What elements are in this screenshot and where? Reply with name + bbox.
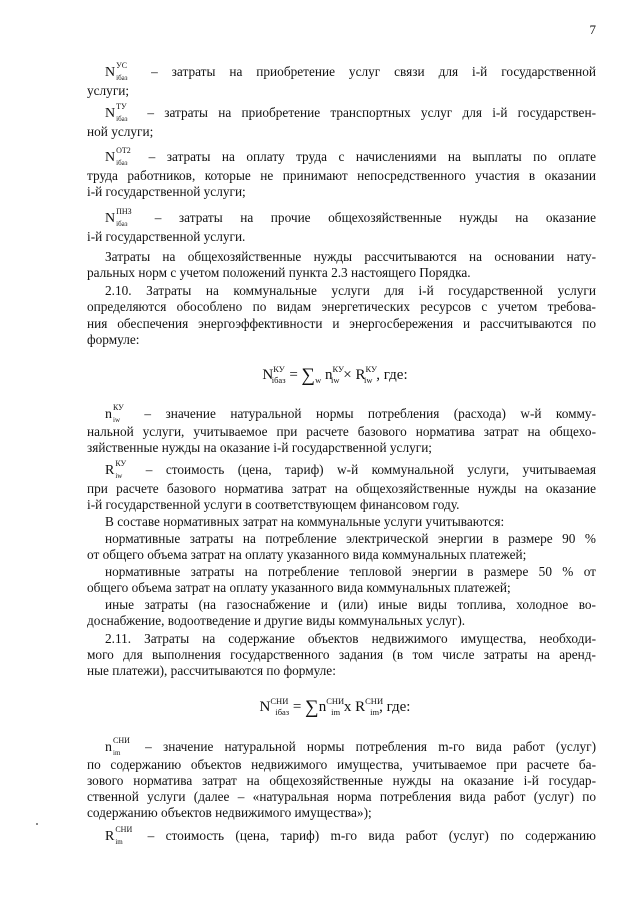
definition-n-ku-2: нальной услуги, учитываемое при расчете базового норматива затрат на общехо- [87,424,596,439]
para-211-2: мого для выполнения государственного задания (в том числе затраты на аренд- [87,647,596,662]
formula-utilities: $N^{КУ}_{iбаз} = \sum_w$ $n^{КУ}_{iw} \times R^{КУ}_{iw}$ , где: [262,364,408,386]
para-other-1: иные затраты (на газоснабжение и (или) иные виды топлива, холодное во- [105,597,596,612]
definition-r-ku: R КУ iw – стоимость (цена, тариф) w-й коммунальной услуги, учитываемая [105,459,596,480]
definition-ot2 [105,146,596,167]
definition-ot2-cont: труда работников, которые не принимают непосредственного участия в оказании [87,168,596,183]
definition-us-text: – затраты на приобретение услуг связи для i-й государственной [137,64,596,79]
para-211-3: ные платежи), рассчитываются по формуле: [87,663,336,678]
para-210-2: определяются обособлено по видам энергетических ресурсов с учетом требова- [87,299,596,314]
para-210-1: 2.10. Затраты на коммунальные услуги для i-й государственной услуги [105,283,596,298]
definition-r-ku-2: при расчете базового норматива затрат на общехозяйственные нужды на оказание [87,481,596,496]
definition-n-sni-2: по содержанию объектов недвижимого имущества, учитываемое при расчете ба- [87,757,596,772]
para-general-2: ральных норм с учетом положений пункта 2.3 настоящего Порядка. [87,265,471,280]
para-electric-2: от общего объема затрат на оплату указанного вида коммунальных платежей; [87,547,527,562]
symbol-r-sni: R СНИ im [105,825,133,846]
para-general-1: Затраты на общехозяйственные нужды рассчитываются на основании нату- [105,249,596,264]
definition-r-ku-3: i-й государственной услуги в соответствующем финансовом году. [87,497,460,512]
page-number: 7 [589,22,596,37]
symbol-n-ot2: N ОТ2 iбаз [105,146,131,167]
para-heat-1: нормативные затраты на потребление тепловой энергии в размере 50 % от [105,564,596,579]
para-other-2: доснабжение, водоотведение и другие виды коммунальных услуг). [87,613,466,628]
symbol-n-pnz: N ПНЗ iбаз [105,207,132,228]
para-210-3: ния обеспечения энергоэффективности и энергосбережения и рассчитываются по [87,316,596,331]
para-electric-1: нормативные затраты на потребление электрической энергии в размере 90 % [105,531,596,546]
definition-ot2-text: – затраты на оплату труда с начислениями на выплаты по оплате [137,149,596,164]
para-heat-2: общего объема затрат на оплату указанного вида коммунальных платежей; [87,580,511,595]
symbol-n-tu: N ТУ iбаз [105,102,128,123]
symbol-n-us: N УС iбаз [105,61,128,82]
definition-r-sni: R СНИ im – стоимость (цена, тариф) m-го вида работ (услуг) по содержанию [105,825,596,846]
scan-speck [36,823,38,825]
definition-n-sni-5: содержанию объектов недвижимого имущества»); [87,805,372,820]
definition-n-sni: n СНИ im – значение натуральной нормы потребления m-го вида работ (услуг) [105,736,596,757]
symbol-n-ku: n КУ iw [105,403,124,424]
definition-ot2-cont2: i-й государственной услуги; [87,184,246,199]
definition-tu-text: – затраты на приобретение транспортных услуг для i-й государствен- [137,105,596,120]
definition-n-ku-3: зяйственные нужды на оказание i-й государственной услуги; [87,440,433,455]
definition-us [105,61,596,82]
formula-real-estate: $N^{СНИ}_{iбаз} = \sum n^{СНИ}_{im}$ x $R^{СНИ}_{im}$, где: [259,696,411,718]
definition-n-sni-3: зового норматива затрат на общехозяйственные нужды на оказание i-й государ- [87,773,596,788]
symbol-r-ku: R КУ iw [105,459,127,480]
para-composition: В составе нормативных затрат на коммунальные услуги учитываются: [105,514,505,529]
symbol-n-sni: n СНИ im [105,736,130,757]
definition-pnz-text: – затраты на прочие общехозяйственные нужды на оказание [137,210,596,225]
para-211-1: 2.11. Затраты на содержание объектов недвижимого имущества, необходи- [105,631,596,646]
definition-tu [105,102,596,123]
definition-tu-cont: ной услуги; [87,124,154,139]
definition-n-ku: n КУ iw – значение натуральной нормы потребления (расхода) w-й комму- [105,403,596,424]
definition-us-cont: услуги; [87,83,130,98]
definition-pnz-cont: i-й государственной услуги. [87,229,246,244]
definition-n-sni-4: ственной услуги (далее – «натуральная норма потребления вида работ (услуг) по [87,789,596,804]
definition-pnz [105,207,596,228]
para-210-4: формуле: [87,332,140,347]
